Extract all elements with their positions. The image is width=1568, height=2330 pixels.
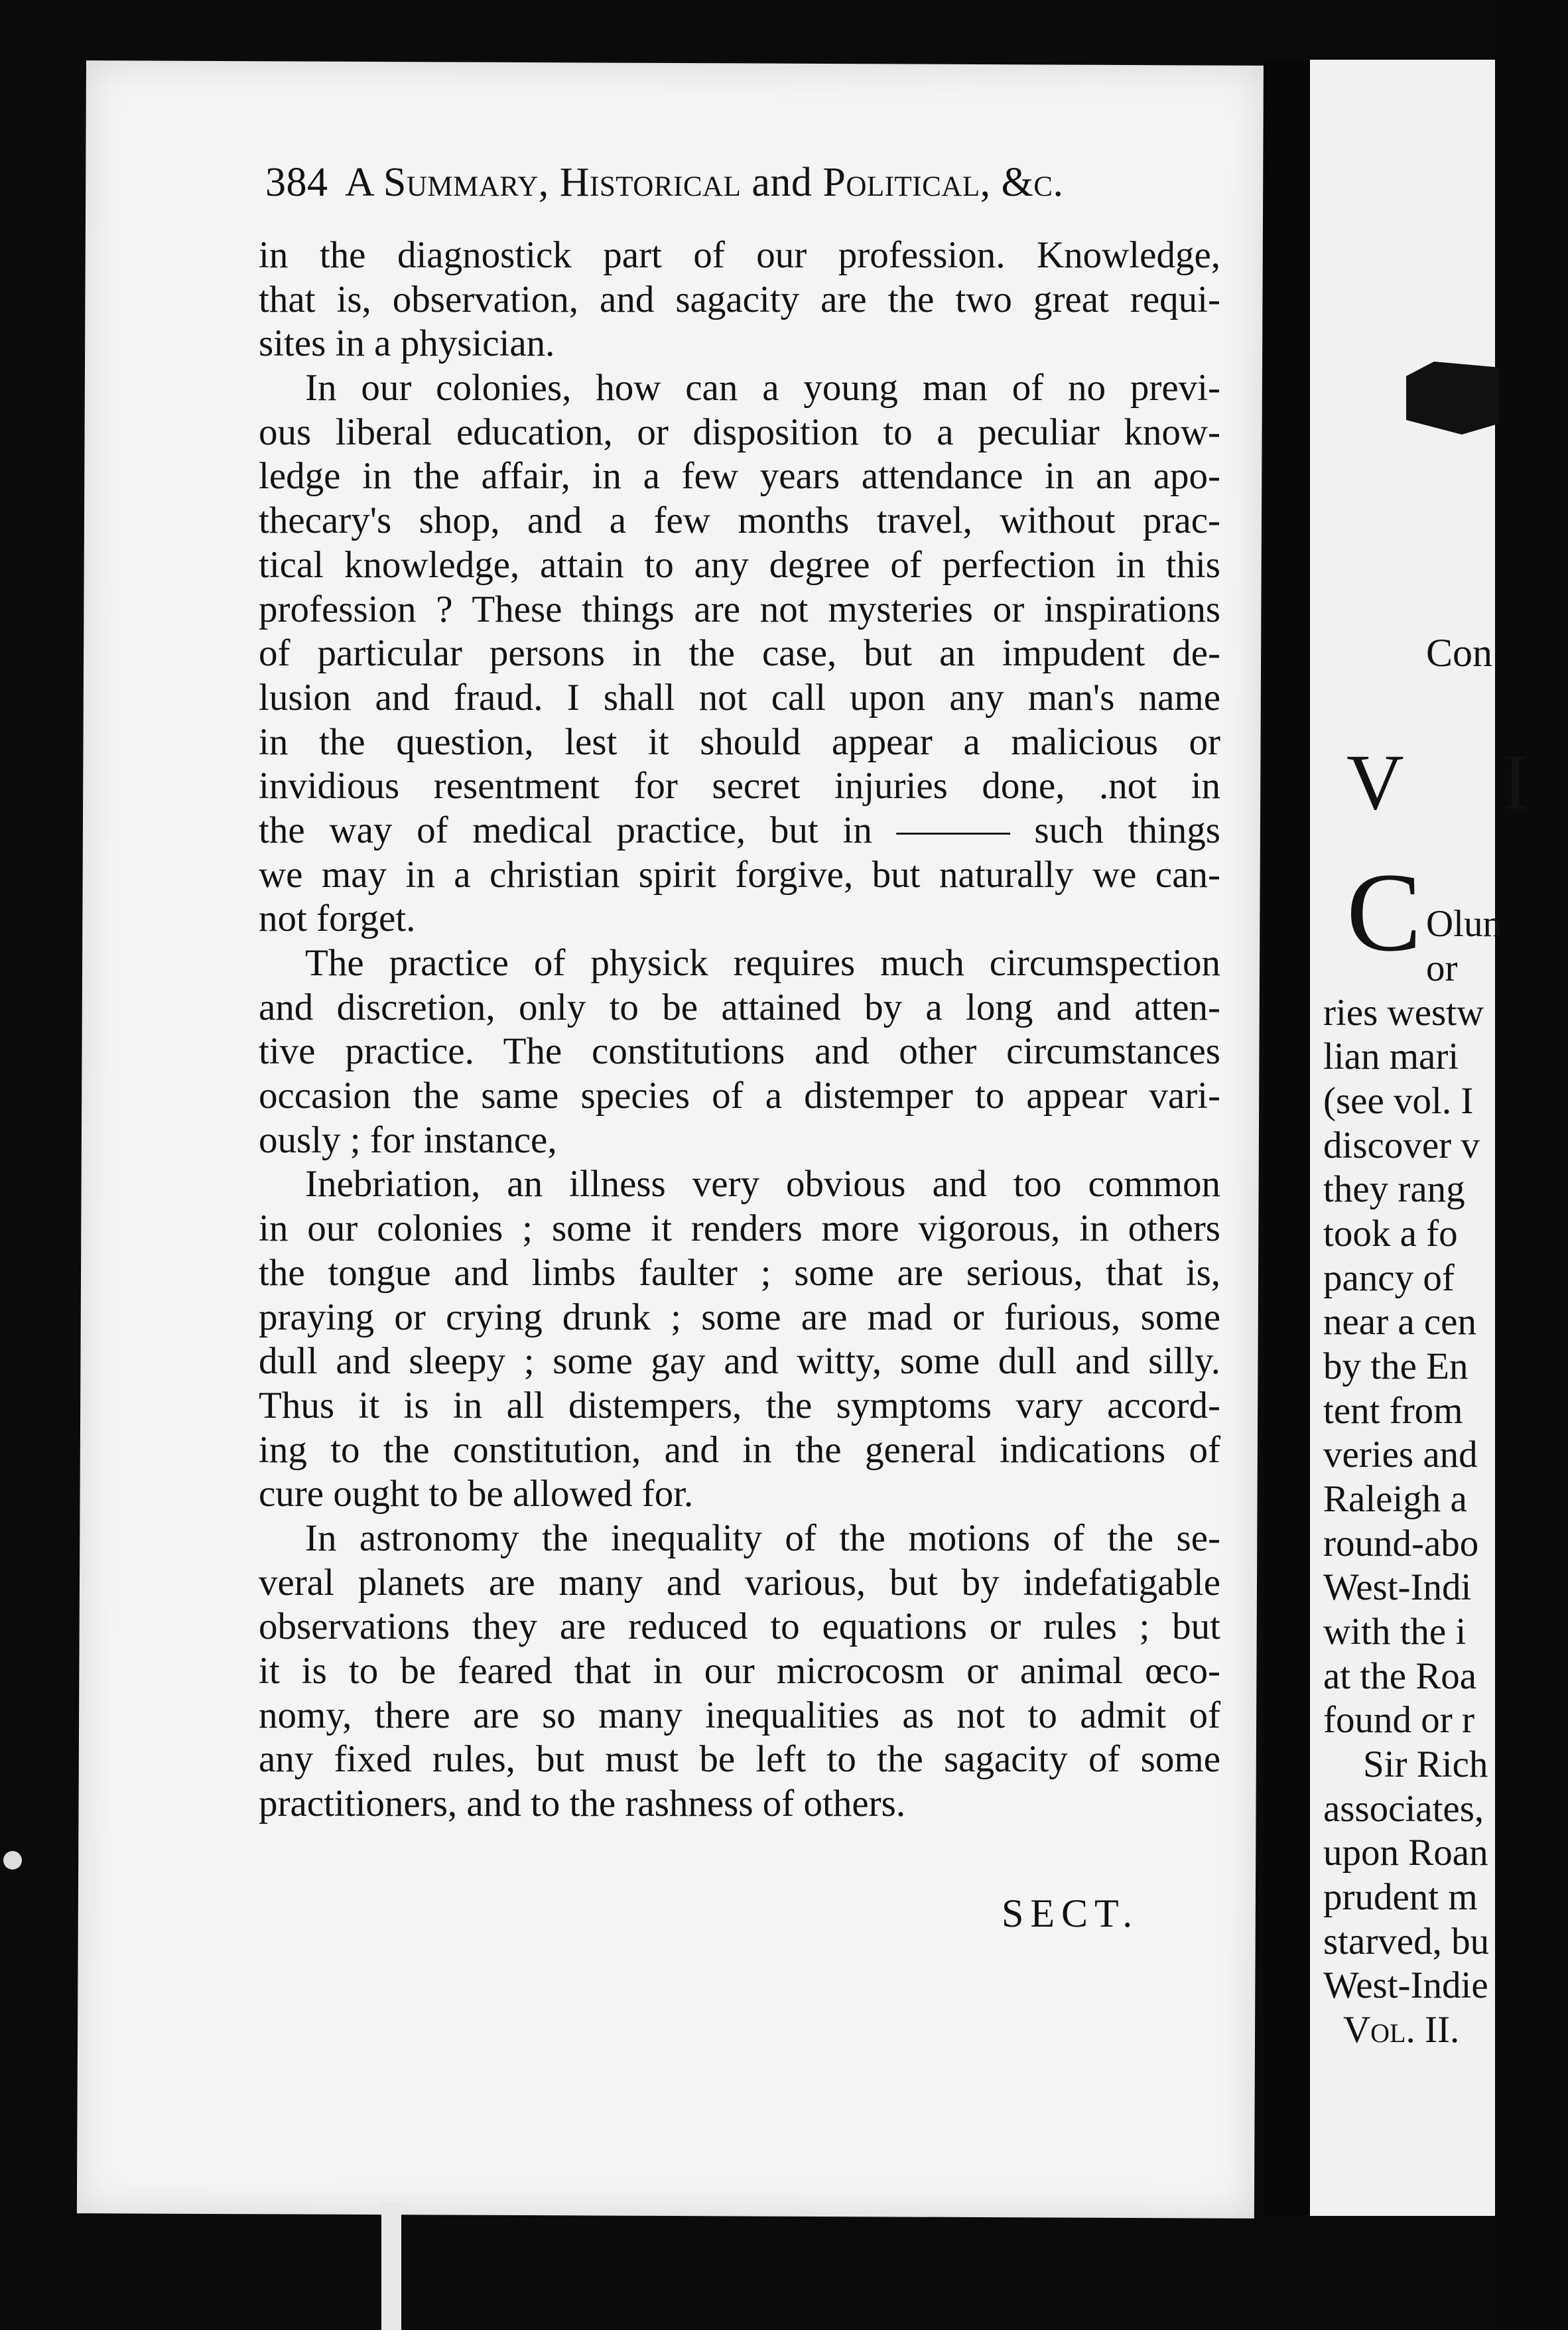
right-page-line: veries and <box>1323 1434 1478 1475</box>
header-part-3: and <box>751 160 813 205</box>
text-line: observations they are reduced to equations or rules ; but <box>259 1606 1220 1648</box>
body-text <box>259 234 1220 1826</box>
text-line: nomy, there are so many inequalities as not to admit of <box>259 1694 1220 1736</box>
text-line: dull and sleepy ; some gay and witty, some dull and silly. <box>259 1340 1220 1383</box>
header-part-4: Political, &c. <box>822 160 1064 205</box>
right-page-line: lian mari <box>1323 1036 1459 1077</box>
text-line: veral planets are many and various, but by indefatigable <box>259 1561 1220 1604</box>
text-line: Inebriation, an illness very obvious and too common <box>305 1163 1220 1205</box>
right-page-line: or <box>1426 947 1458 989</box>
text-line: the way of medical practice, but in ——— such things <box>259 809 1220 851</box>
text-line: lusion and fraud. I shall not call upon any man's name <box>259 676 1220 719</box>
book-gutter <box>1264 60 1310 2216</box>
text-line: thecary's shop, and a few months travel, without prac- <box>259 500 1220 542</box>
catchword: SECT. <box>1002 1891 1140 1935</box>
text-line: praying or crying drunk ; some are mad or furious, some <box>259 1296 1220 1338</box>
paper-tag <box>381 2203 401 2330</box>
text-line: in the diagnostick part of our profession. Knowledge, <box>259 234 1220 276</box>
text-line: Thus it is in all distempers, the symptoms vary accord- <box>259 1384 1220 1426</box>
right-page-line: took a fo <box>1323 1213 1458 1255</box>
text-line: we may in a christian spirit forgive, but naturally we can- <box>259 853 1220 896</box>
text-line: not forget. <box>259 898 416 940</box>
text-line: tive practice. The constitutions and other circumstances <box>259 1030 1220 1073</box>
text-line: in our colonies ; some it renders more vigorous, in others <box>259 1207 1220 1250</box>
text-line: invidious resentment for secret injuries done, .not in <box>259 765 1220 807</box>
right-page-line: West-Indie <box>1323 1964 1488 2006</box>
right-page-line: round-abo <box>1323 1523 1479 1564</box>
right-page-big-v: V I <box>1346 738 1568 826</box>
right-page-line: at the Roa <box>1323 1655 1477 1697</box>
right-page <box>1310 60 1568 2216</box>
right-page-line: Vol. II. <box>1343 2009 1460 2051</box>
text-line: ing to the constitution, and in the general indications of <box>259 1428 1220 1471</box>
right-page-line: discover v <box>1323 1125 1480 1166</box>
header-part-1: A Summary, <box>345 160 549 205</box>
running-header <box>265 159 1220 206</box>
text-line: cure ought to be allowed for. <box>259 1473 694 1515</box>
right-page-line: by the En <box>1323 1345 1469 1387</box>
right-page-heading-ornament <box>1406 362 1499 435</box>
text-line: that is, observation, and sagacity are the two great requi- <box>259 278 1220 320</box>
text-line: profession ? These things are not mysteries or inspirations <box>259 588 1220 630</box>
right-page-line: tent from <box>1323 1390 1463 1432</box>
right-page-line: pancy of <box>1323 1257 1455 1299</box>
text-line: ledge in the affair, in a few years attendance in an apo- <box>259 455 1220 498</box>
text-line: occasion the same species of a distemper to appear vari- <box>259 1075 1220 1117</box>
text-line: of particular persons in the case, but an impudent de- <box>259 632 1220 675</box>
right-page-line: Sir Rich <box>1363 1744 1488 1785</box>
header-part-2: Historical <box>559 160 742 205</box>
text-line: ous liberal education, or disposition to a peculiar know- <box>259 411 1220 453</box>
text-line: in the question, lest it should appear a malicious or <box>259 720 1220 763</box>
text-line: The practice of physick requires much circumspection <box>305 942 1220 984</box>
right-page-line: (see vol. I <box>1323 1080 1474 1122</box>
text-line: the tongue and limbs faulter ; some are serious, that is, <box>259 1251 1220 1294</box>
text-line: In our colonies, how can a young man of no previ- <box>305 367 1220 409</box>
text-line: In astronomy the inequality of the motions of the se- <box>305 1517 1220 1559</box>
right-page-line: Raleigh a <box>1323 1478 1467 1520</box>
text-line: any fixed rules, but must be left to the sagacity of some <box>259 1738 1220 1781</box>
scan-bottom-edge <box>0 2219 1495 2330</box>
right-page-line: West-Indi <box>1323 1566 1472 1608</box>
text-line: tical knowledge, attain to any degree of perfection in this <box>259 543 1220 586</box>
right-page-line: they rang <box>1323 1168 1465 1210</box>
right-page-line: Olun <box>1426 903 1502 945</box>
right-page-line: found or r <box>1323 1699 1474 1741</box>
right-page-line: ries westw <box>1323 992 1484 1034</box>
right-page-line: starved, bu <box>1323 1921 1490 1962</box>
text-line: ously ; for instance, <box>259 1119 557 1161</box>
text-line: sites in a physician. <box>259 322 555 365</box>
text-line: and discretion, only to be attained by a long and atten- <box>259 986 1220 1028</box>
right-page-line: prudent m <box>1323 1876 1478 1918</box>
text-line: practitioners, and to the rashness of others. <box>259 1783 906 1825</box>
right-page-line: with the i <box>1323 1611 1467 1653</box>
right-page-line: near a cen <box>1323 1301 1476 1343</box>
scan-speck <box>3 1851 22 1870</box>
page-number: 384 <box>265 160 328 205</box>
right-page-line: associates, <box>1323 1788 1484 1830</box>
text-line: it is to be feared that in our microcosm or animal œco- <box>259 1650 1220 1692</box>
right-page-con: Con <box>1426 631 1493 675</box>
right-page-dropcap: C <box>1346 850 1422 975</box>
right-page-line: upon Roan <box>1323 1832 1488 1874</box>
